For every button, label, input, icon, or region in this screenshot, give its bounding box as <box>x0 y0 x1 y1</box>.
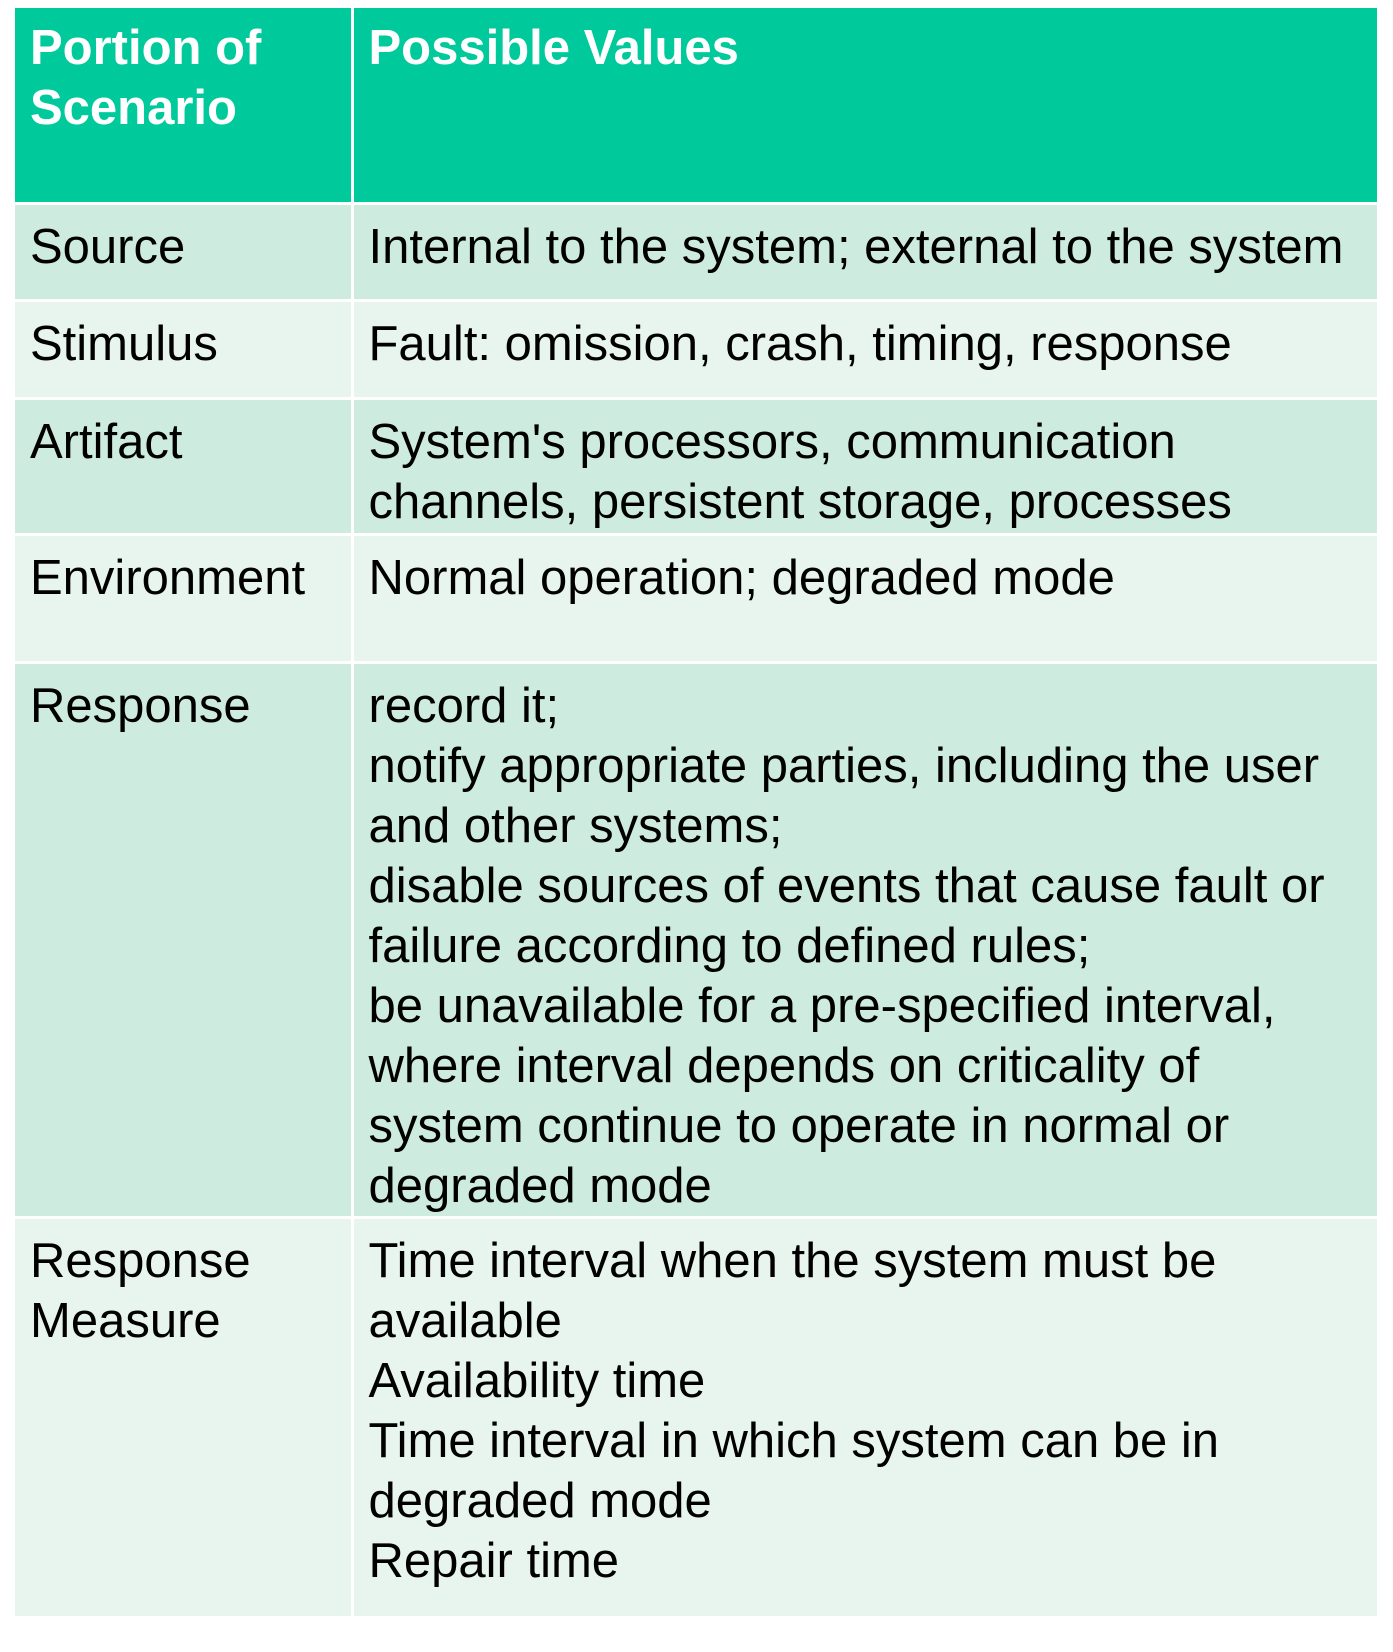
table-row-environment <box>15 534 1378 662</box>
value-line: Normal operation; degraded mode <box>368 550 1115 605</box>
value-line: failure according to defined rules; <box>368 918 1091 973</box>
header-portion-line: Portion of <box>30 21 262 75</box>
table-row-response-measure <box>15 1217 1378 1617</box>
table-row-source <box>15 203 1378 300</box>
portion-line: Response <box>30 678 251 733</box>
value-line: notify appropriate parties, including the user <box>368 738 1320 793</box>
header-values-line: Possible Values <box>368 21 739 75</box>
availability-scenario-table <box>15 8 1380 1619</box>
value-line: disable sources of events that cause fault or <box>368 858 1325 913</box>
value-line: Availability time <box>368 1353 706 1408</box>
header-possible-values <box>352 8 1378 203</box>
value-line: Fault: omission, crash, timing, response <box>368 316 1232 371</box>
portion-cell <box>15 203 352 300</box>
portion-line: Stimulus <box>30 316 218 371</box>
values-cell <box>352 662 1378 1217</box>
value-line: system continue to operate in normal or <box>368 1098 1230 1153</box>
portion-cell <box>15 300 352 398</box>
value-line: Internal to the system; external to the system <box>368 219 1344 274</box>
table-header-row <box>15 8 1378 203</box>
portion-line: Artifact <box>30 414 183 469</box>
portion-line: Source <box>30 219 186 274</box>
value-line: where interval depends on criticality of <box>368 1038 1200 1093</box>
values-cell <box>352 203 1378 300</box>
table-row-stimulus <box>15 300 1378 398</box>
portion-cell <box>15 662 352 1217</box>
portion-line: Response <box>30 1233 251 1288</box>
portion-cell <box>15 1217 352 1617</box>
value-line: degraded mode <box>368 1473 712 1528</box>
value-line: System's processors, communication <box>368 414 1176 469</box>
values-cell <box>352 534 1378 662</box>
value-line: Time interval when the system must be <box>368 1233 1217 1288</box>
value-line: Time interval in which system can be in <box>368 1413 1220 1468</box>
value-line: degraded mode <box>368 1158 712 1213</box>
header-portion-of-scenario <box>15 8 352 203</box>
values-cell <box>352 300 1378 398</box>
value-line: record it; <box>368 678 560 733</box>
portion-cell <box>15 534 352 662</box>
values-cell <box>352 1217 1378 1617</box>
table-row-response <box>15 662 1378 1217</box>
values-cell <box>352 398 1378 534</box>
portion-line: Measure <box>30 1293 221 1348</box>
value-line: Repair time <box>368 1533 620 1588</box>
header-portion-line: Scenario <box>30 81 237 135</box>
portion-line: Environment <box>30 550 306 605</box>
portion-cell <box>15 398 352 534</box>
value-line: and other systems; <box>368 798 783 853</box>
table-row-artifact <box>15 398 1378 534</box>
value-line: be unavailable for a pre-specified interval, <box>368 978 1276 1033</box>
value-line: available <box>368 1293 562 1348</box>
value-line: channels, persistent storage, processes <box>368 474 1232 529</box>
